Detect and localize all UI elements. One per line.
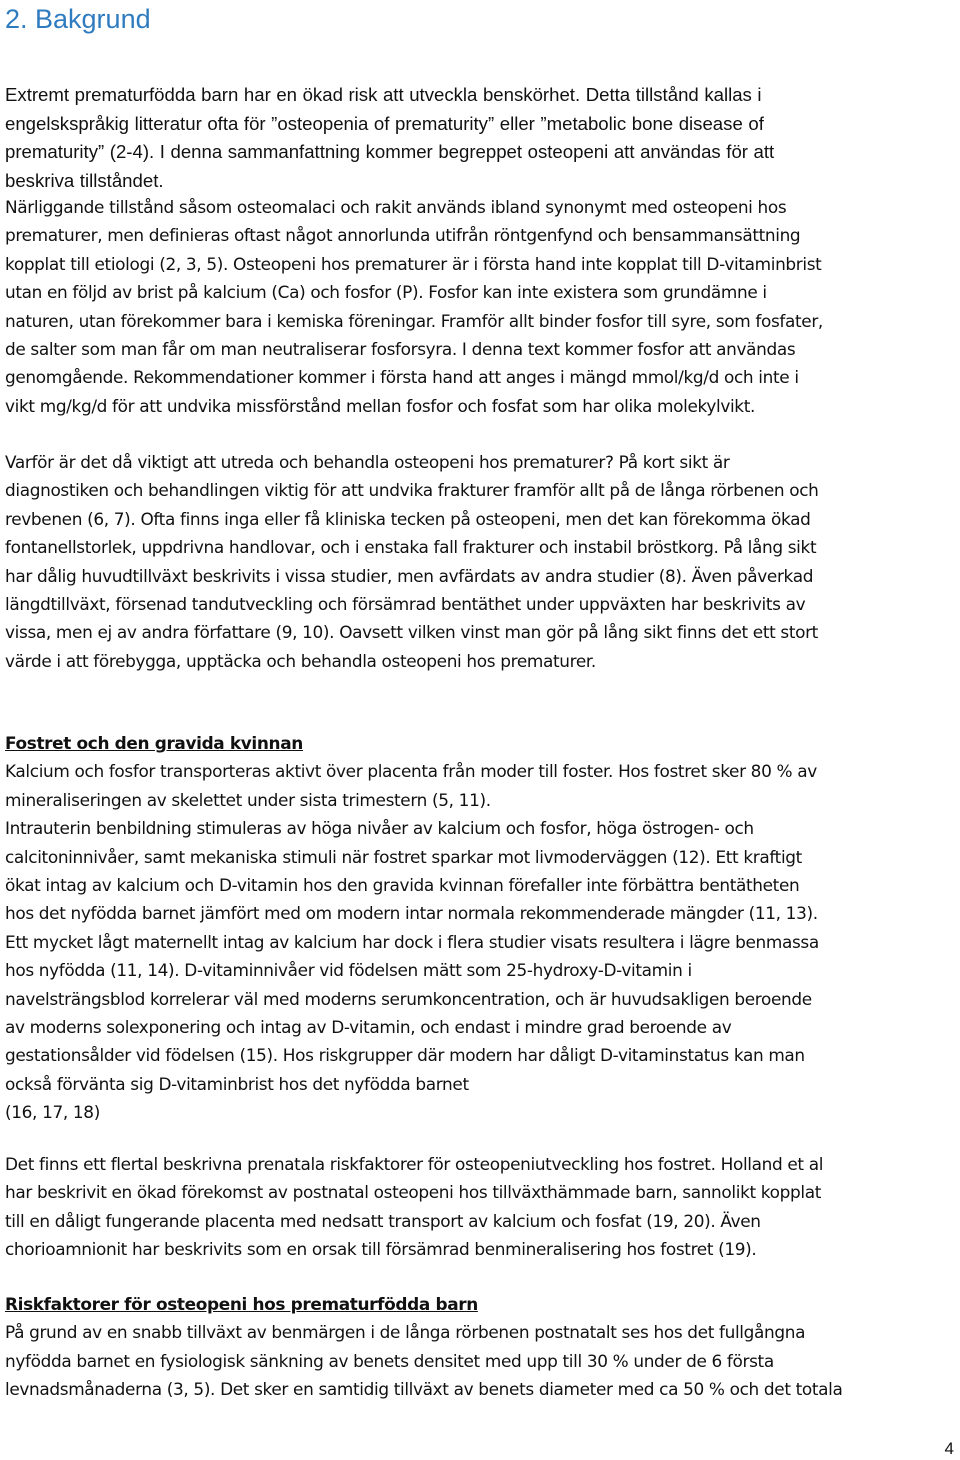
text-line: engelskspråkig litteratur ofta för ”osteopenia of prematurity” eller ”metabolic bone disease of	[5, 112, 764, 134]
section-heading: 2. Bakgrund	[5, 4, 151, 34]
section-risk-factors	[5, 1290, 957, 1404]
text-line: revbenen (6, 7). Ofta finns inga eller få kliniska tecken på osteopeni, men det kan förekomma ökad	[5, 508, 811, 529]
text-line: Närliggande tillstånd såsom osteomalaci och rakit används ibland synonymt med osteopeni hos	[5, 197, 787, 217]
text-line: hos det nyfödda barnet jämfört med om modern intar normala rekommenderade mängder (11, 13).	[5, 903, 818, 924]
text-line: På grund av en snabb tillväxt av benmärgen i de långa rörbenen postnatalt ses hos det fullgångna	[5, 1322, 806, 1343]
paragraph-definitions	[5, 193, 957, 420]
intro-paragraph	[5, 81, 957, 195]
subheading-fetus-pregnancy: Fostret och den gravida kvinnan	[5, 733, 303, 753]
paragraph-importance	[5, 448, 957, 675]
text-line: (16, 17, 18)	[5, 1102, 100, 1123]
page-number: 4	[944, 1439, 954, 1458]
text-line: har dålig huvudtillväxt beskrivits i vissa studier, men avfärdats av andra studier (8). Även påverkad	[5, 565, 814, 586]
text-line: mineraliseringen av skelettet under sista trimestern (5, 11).	[5, 789, 491, 810]
text-line: Intrauterin benbildning stimuleras av höga nivåer av kalcium och fosfor, höga östrogen- och	[5, 818, 754, 839]
text-line: till en dåligt fungerande placenta med nedsatt transport av kalcium och fosfat (19, 20). Även	[5, 1210, 761, 1231]
text-line: chorioamnionit har beskrivits som en orsak till försämrad benmineralisering hos fostret (19).	[5, 1239, 757, 1260]
section-risk-factors-text	[5, 1318, 957, 1403]
text-line: prematurity” (2-4). I denna sammanfattning kommer begreppet osteopeni att användas för att	[5, 141, 775, 162]
section-fetus-pregnancy-text	[5, 757, 957, 1126]
text-line: hos nyfödda (11, 14). D-vitaminnivåer vid födelsen mätt som 25-hydroxy-D-vitamin i	[5, 960, 692, 981]
text-line: prematurer, men definieras oftast något annorlunda utifrån röntgenfynd och bensammansättning	[5, 225, 801, 246]
text-line: utan en följd av brist på kalcium (Ca) och fosfor (P). Fosfor kan inte existera som grundämne i	[5, 282, 767, 303]
text-line: Varför är det då viktigt att utreda och behandla osteopeni hos prematurer? På kort sikt är	[5, 452, 730, 472]
text-line: vikt mg/kg/d för att undvika missförstånd mellan fosfor och fosfat som har olika molekylvikt.	[5, 395, 756, 416]
text-line: genomgående. Rekommendationer kommer i första hand att anges i mängd mmol/kg/d och inte i	[5, 367, 799, 388]
text-line: värde i att förebygga, upptäcka och behandla osteopeni hos prematurer.	[5, 650, 596, 671]
text-line: Det finns ett flertal beskrivna prenatala riskfaktorer för osteopeniutveckling hos fostret. Holland et al	[5, 1154, 824, 1174]
text-line: kopplat till etiologi (2, 3, 5). Osteopeni hos prematurer är i första hand inte kopplat till D-vitaminbrist	[5, 253, 822, 274]
subheading-risk-factors: Riskfaktorer för osteopeni hos prematurfödda barn	[5, 1294, 478, 1314]
text-line: Ett mycket lågt maternellt intag av kalcium har dock i flera studier visats resultera i lägre benmassa	[5, 931, 819, 952]
text-line: navelsträngsblod korrelerar väl med moderns serumkoncentration, och är huvudsakligen beroende	[5, 988, 812, 1009]
text-line: har beskrivit en ökad förekomst av postnatal osteopeni hos tillväxthämmade barn, sannolikt kopplat	[5, 1182, 821, 1203]
text-line: de salter som man får om man neutraliserar fosforsyra. I denna text kommer fosfor att användas	[5, 339, 796, 360]
text-line: Kalcium och fosfor transporteras aktivt över placenta från moder till foster. Hos fostret sker 80 % av	[5, 761, 817, 782]
section-fetus-pregnancy	[5, 729, 957, 1127]
text-line: Extremt prematurfödda barn har en ökad risk att utveckla benskörhet. Detta tillstånd kallas i	[5, 84, 762, 105]
text-line: diagnostiken och behandlingen viktig för att undvika frakturer framför allt på de långa rörbenen och	[5, 480, 819, 501]
text-line: gestationsålder vid födelsen (15). Hos riskgrupper där modern har dåligt D-vitaminstatus kan man	[5, 1045, 805, 1066]
text-line: nyfödda barnet en fysiologisk sänkning av benets densitet med upp till 30 % under de 6 första	[5, 1350, 774, 1371]
text-line: av moderns solexponering och intag av D-vitamin, och endast i mindre grad beroende av	[5, 1017, 732, 1038]
text-line: beskriva tillståndet.	[5, 169, 164, 191]
text-line: calcitoninnivåer, samt mekaniska stimuli när fostret sparkar mot livmoderväggen (12). Ett kraftigt	[5, 846, 802, 867]
paragraph-prenatal-risk	[5, 1150, 957, 1264]
text-line: längdtillväxt, försenad tandutveckling och försämrad bentäthet under uppväxten har beskrivits av	[5, 594, 806, 615]
text-line: vissa, men ej av andra författare (9, 10). Oavsett vilken vinst man gör på lång sikt finns det ett stort	[5, 622, 818, 643]
text-line: levnadsmånaderna (3, 5). Det sker en samtidig tillväxt av benets diameter med ca 50 % och det totala	[5, 1379, 843, 1400]
text-line: också förvänta sig D-vitaminbrist hos det nyfödda barnet	[5, 1073, 469, 1094]
text-line: fontanellstorlek, uppdrivna handlovar, och i enstaka fall frakturer och instabil bröstkorg. På lång sikt	[5, 537, 817, 558]
text-line: naturen, utan förekommer bara i kemiska föreningar. Framför allt binder fosfor till syre, som fosfater,	[5, 310, 823, 331]
text-line: ökat intag av kalcium och D-vitamin hos den gravida kvinnan förefaller inte förbättra bentätheten	[5, 875, 800, 896]
